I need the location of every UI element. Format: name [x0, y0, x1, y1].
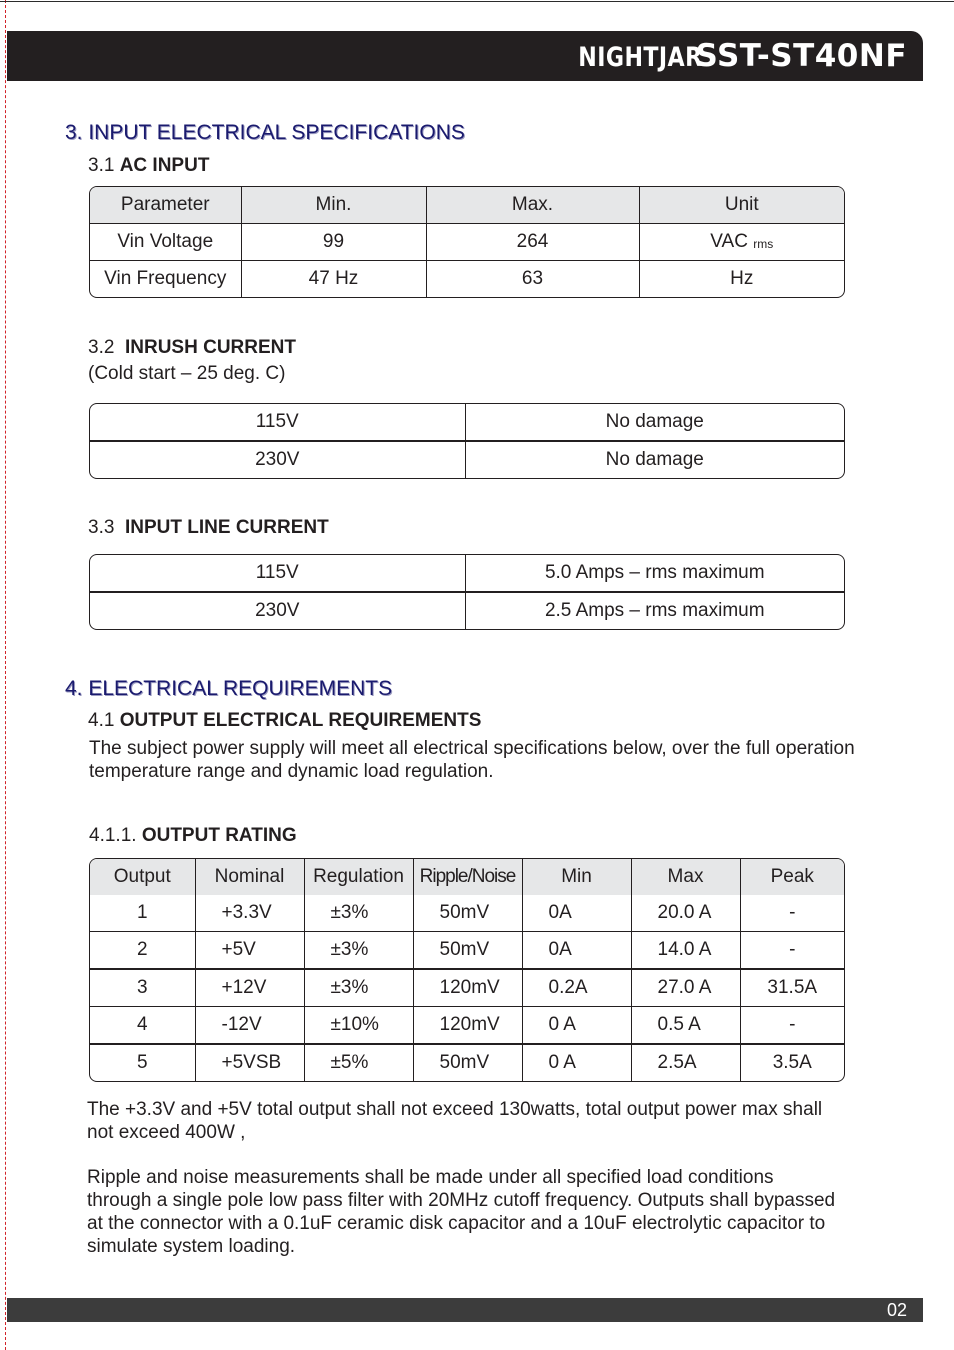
- table-cell: No damage: [605, 449, 704, 470]
- text-line: at the connector with a 0.1uF ceramic disk capacitor and a 10uF electrolytic capacitor to: [87, 1213, 826, 1234]
- table-cell: +5VSB: [195, 1044, 304, 1081]
- table-cell: 27.0 A: [631, 969, 740, 1007]
- text-line: not exceed 400W ,: [87, 1122, 246, 1143]
- table-cell: 5: [90, 1044, 195, 1081]
- inrush-title: INRUSH CURRENT: [124, 337, 296, 358]
- output-req-text: [89, 737, 855, 783]
- table-cell: Hz: [730, 268, 754, 289]
- table-row: [90, 261, 844, 298]
- page-number: 02: [886, 1300, 907, 1320]
- table-row: [90, 932, 844, 970]
- ac-input-heading: [88, 155, 209, 177]
- output-note-2: [87, 1166, 835, 1258]
- header-cell: Output: [90, 859, 195, 895]
- header-cell: Regulation: [304, 859, 413, 895]
- table-header-row: [90, 187, 844, 224]
- text-line: through a single pole low pass filter with 20MHz cutoff frequency. Outputs shall bypassed: [87, 1190, 836, 1211]
- line-current-heading: [88, 517, 329, 539]
- table-cell: ±10%: [304, 1007, 413, 1045]
- table-cell: ±3%: [304, 895, 413, 932]
- table-cell: Vin Voltage: [90, 224, 241, 261]
- table-cell: 63: [426, 261, 639, 298]
- table-cell: 20.0 A: [631, 895, 740, 932]
- unit-text: VAC: [710, 231, 748, 252]
- table-cell: 230V: [90, 441, 465, 478]
- header-cell: Ripple/Noise: [413, 859, 522, 895]
- table-cell: 31.5A: [740, 969, 844, 1007]
- output-req-number: 4.1: [88, 710, 115, 731]
- table-cell: 1: [90, 895, 195, 932]
- model-name: SST-ST40NF: [695, 38, 907, 74]
- header-cell: Peak: [740, 859, 844, 895]
- output-rating-heading: [89, 825, 297, 847]
- table-cell: -: [740, 1007, 844, 1045]
- line-current-table: [89, 554, 845, 630]
- table-cell: ±3%: [304, 932, 413, 970]
- inrush-number: 3.2: [88, 337, 115, 358]
- table-cell: 14.0 A: [631, 932, 740, 970]
- text-line: The +3.3V and +5V total output shall not exceed 130watts, total output power max shall: [87, 1099, 823, 1120]
- ac-input-table: [89, 186, 845, 298]
- table-row: [90, 555, 844, 592]
- table-cell: 99: [241, 224, 426, 261]
- header-bar: [7, 31, 923, 81]
- ac-input-title: AC INPUT: [119, 155, 210, 176]
- table-cell: -: [740, 895, 844, 932]
- unit-subscript: rms: [753, 237, 774, 251]
- table-cell: 115V: [90, 404, 465, 441]
- text-line: Ripple and noise measurements shall be made under all specified load conditions: [87, 1167, 774, 1188]
- header-cell: Max: [631, 859, 740, 895]
- table-cell: 0A: [522, 932, 631, 970]
- inrush-heading: [88, 337, 296, 359]
- table-cell: No damage: [465, 404, 844, 441]
- line-current-number: 3.3: [88, 517, 115, 538]
- table-cell: 2: [90, 932, 195, 970]
- table-row: [90, 1044, 844, 1081]
- table-cell: ±3%: [304, 969, 413, 1007]
- table-cell: +3.3V: [195, 895, 304, 932]
- table-cell: +12V: [195, 969, 304, 1007]
- table-cell: 0 A: [522, 1007, 631, 1045]
- table-cell: 0A: [522, 895, 631, 932]
- inrush-note: (Cold start – 25 deg. C): [88, 363, 286, 384]
- table-row: [90, 404, 844, 441]
- output-rating-table: [89, 858, 845, 1082]
- table-row: [90, 441, 844, 478]
- output-note-1: [87, 1098, 822, 1144]
- output-req-heading: [88, 710, 481, 732]
- table-cell: 2.5 Amps – rms maximum: [544, 600, 765, 621]
- header-cell: Unit: [639, 187, 844, 224]
- cut-line: [5, 0, 6, 1350]
- table-cell: 2.5A: [631, 1044, 740, 1081]
- table-cell: 115V: [90, 555, 465, 592]
- line-current-title: INPUT LINE CURRENT: [124, 517, 329, 538]
- table-cell: -: [740, 932, 844, 970]
- table-row: [90, 895, 844, 932]
- table-cell: 50mV: [413, 1044, 522, 1081]
- text-line: simulate system loading.: [87, 1236, 296, 1257]
- table-row: [90, 224, 844, 261]
- table-cell: 4: [90, 1007, 195, 1045]
- header-cell: Parameter: [90, 187, 241, 224]
- table-cell: ±5%: [304, 1044, 413, 1081]
- header-cell: Min: [522, 859, 631, 895]
- footer-bar: [7, 1298, 923, 1322]
- brand-title: [551, 38, 907, 74]
- table-cell: 264: [426, 224, 639, 261]
- table-cell: 50mV: [413, 895, 522, 932]
- table-cell: +5V: [195, 932, 304, 970]
- table-cell: 3.5A: [772, 1052, 812, 1073]
- brand-prefix: NIGHTJAR: [578, 42, 703, 73]
- table-cell: -12V: [195, 1007, 304, 1045]
- text-line: The subject power supply will meet all electrical specifications below, over the full operation: [89, 738, 855, 759]
- output-rating-number: 4.1.1.: [89, 825, 137, 846]
- header-cell: Max.: [426, 187, 639, 224]
- table-cell: 120mV: [413, 969, 522, 1007]
- table-cell: [639, 224, 844, 261]
- header-cell: Min.: [241, 187, 426, 224]
- output-req-title: OUTPUT ELECTRICAL REQUIREMENTS: [119, 710, 482, 731]
- table-cell: 5.0 Amps – rms maximum: [465, 555, 844, 592]
- output-rating-title: OUTPUT RATING: [141, 825, 297, 846]
- table-cell: 0.5 A: [631, 1007, 740, 1045]
- table-cell: 3: [90, 969, 195, 1007]
- table-cell: 230V: [90, 592, 465, 629]
- top-rule: [0, 1, 954, 2]
- table-row: [90, 1007, 844, 1045]
- table-header-row: [90, 859, 844, 895]
- table-cell: 50mV: [413, 932, 522, 970]
- table-cell: 0 A: [522, 1044, 631, 1081]
- table-row: [90, 592, 844, 629]
- table-cell: 120mV: [413, 1007, 522, 1045]
- table-cell: 47 Hz: [241, 261, 426, 298]
- table-cell: Vin Frequency: [90, 261, 241, 298]
- text-line: temperature range and dynamic load regulation.: [89, 761, 494, 782]
- header-cell: Nominal: [195, 859, 304, 895]
- section-4-heading: 4. ELECTRICAL REQUIREMENTS: [65, 677, 393, 700]
- ac-input-number: 3.1: [88, 155, 115, 176]
- inrush-table: [89, 403, 845, 479]
- table-cell: 0.2A: [522, 969, 631, 1007]
- table-row: [90, 969, 844, 1007]
- section-3-heading: 3. INPUT ELECTRICAL SPECIFICATIONS: [65, 121, 465, 144]
